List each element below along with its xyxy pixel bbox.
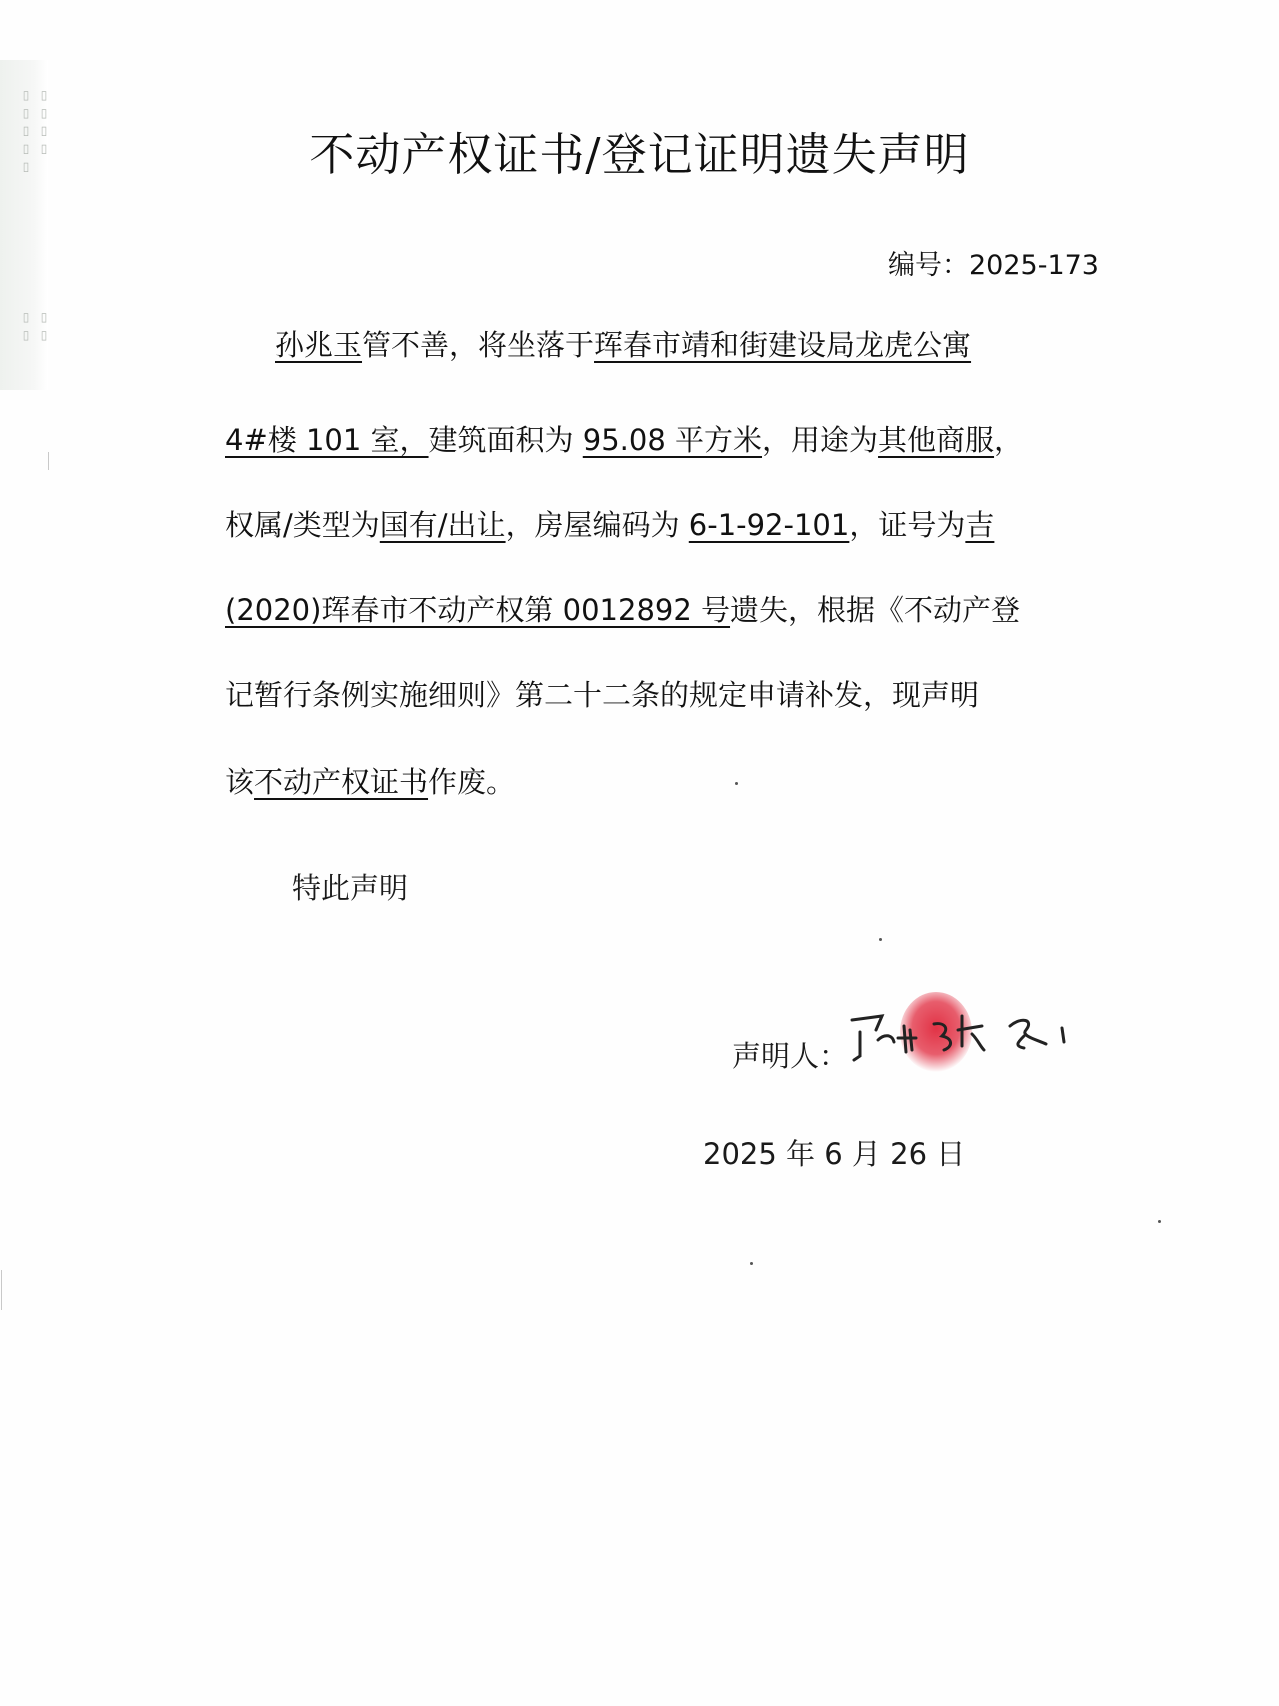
ghost-marks: ▯ ▯: [37, 310, 51, 342]
ghost-marks: ▯ ▯: [19, 310, 33, 342]
body-line: [225, 510, 1125, 540]
body-text: 遗失，根据《不动产登: [730, 593, 1021, 627]
paper-speck: [1158, 1220, 1161, 1223]
paper-speck: [879, 938, 882, 941]
body-line: [275, 330, 1175, 360]
serial-number: 编号：2025-173: [888, 250, 1099, 281]
ghost-marks: ▯ ▯ ▯ ▯ ▯: [19, 88, 33, 174]
edge-mark: [48, 452, 49, 470]
signer-label: 声明人：: [732, 1039, 849, 1073]
underlined-field: 吉: [965, 508, 995, 542]
document-title: 不动产权证书/登记证明遗失声明: [309, 128, 970, 181]
body-text: ，证号为: [849, 508, 966, 542]
underlined-field: 不动产权证书: [254, 765, 429, 799]
body-text: 权属/类型为: [225, 508, 380, 542]
bleed-through-strip: [0, 60, 51, 390]
body-text: 建筑面积为: [428, 423, 583, 457]
body-text: 该: [225, 765, 255, 799]
edge-mark: [1, 1270, 2, 1310]
signature-with-fingerprint: [838, 990, 1078, 1100]
body-text: ，房屋编码为: [505, 508, 689, 542]
underlined-field: 珲春市靖和街建设局龙虎公寓: [594, 328, 972, 362]
declaration-date: 2025 年 6 月 26 日: [703, 1137, 966, 1171]
body-line: [225, 680, 1125, 710]
ghost-marks: ▯ ▯ ▯ ▯: [37, 88, 51, 156]
underlined-field: (2020)珲春市不动产权第 0012892 号: [225, 593, 731, 627]
closing-phrase: 特此声明: [292, 871, 409, 905]
underlined-field: 6-1-92-101: [688, 508, 850, 542]
body-line: [225, 595, 1125, 625]
paper-speck: [735, 782, 738, 785]
body-text: 管不善，将坐落于: [362, 328, 595, 362]
underlined-field: 孙兆玉: [275, 328, 363, 362]
body-line: [225, 767, 1125, 797]
paper-speck: [750, 1262, 753, 1265]
underlined-field: 4#楼 101 室，: [225, 423, 429, 457]
body-text: ，: [994, 423, 1024, 457]
underlined-field: 国有/出让: [379, 508, 506, 542]
body-line: [225, 425, 1125, 455]
underlined-field: 其他商服: [878, 423, 995, 457]
body-text: 记暂行条例实施细则》第二十二条的规定申请补发，现声明: [225, 678, 980, 712]
body-text: ，用途为: [762, 423, 879, 457]
body-text: 作废。: [428, 765, 516, 799]
underlined-field: 95.08 平方米: [582, 423, 763, 457]
